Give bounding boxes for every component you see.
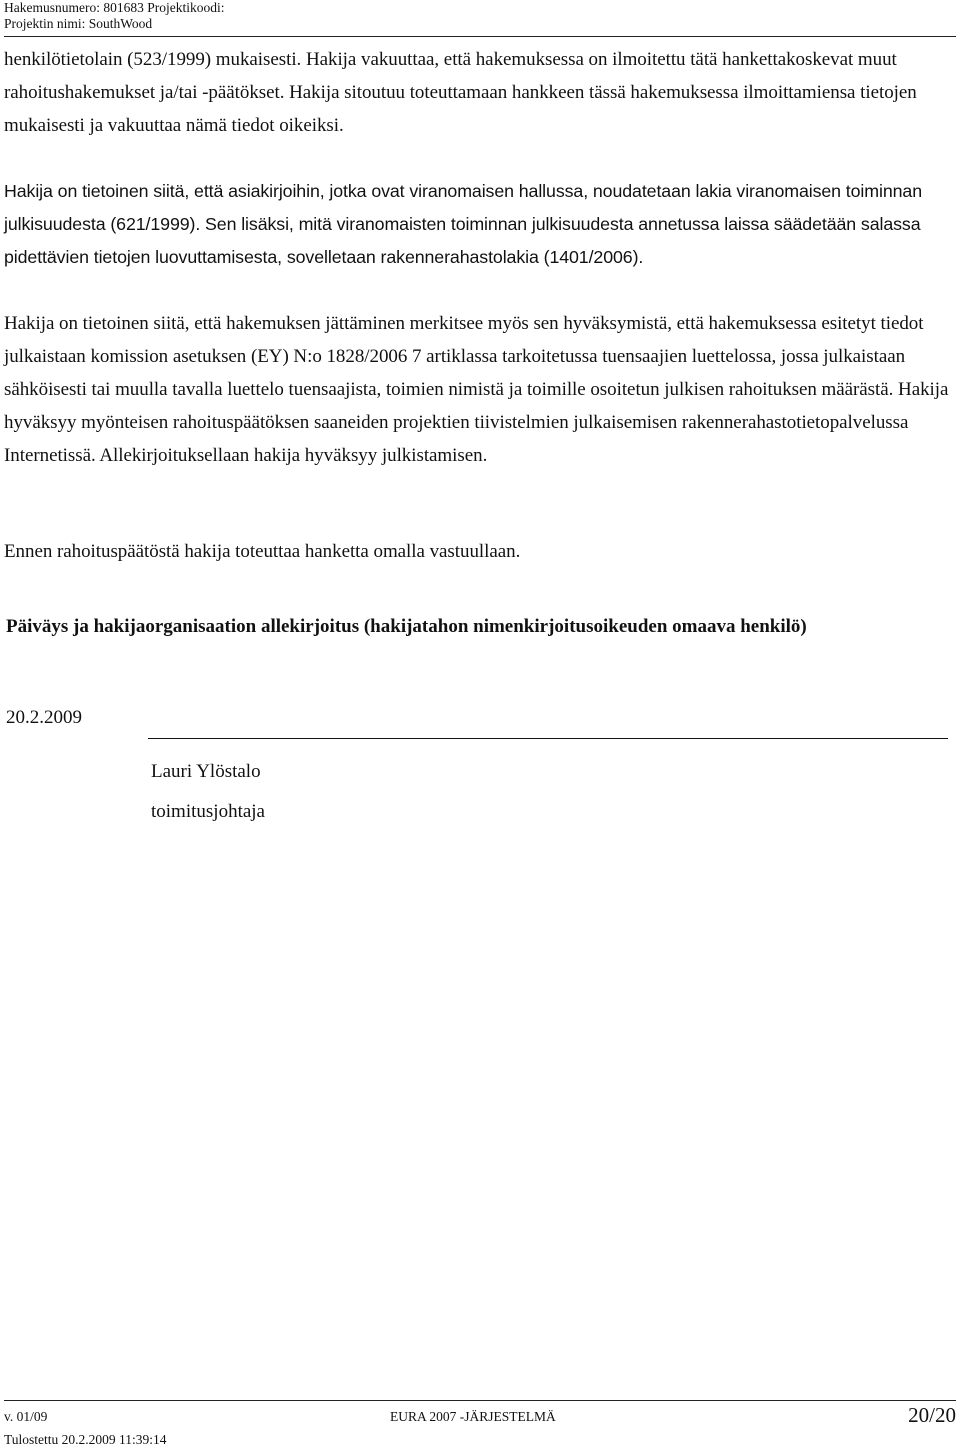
paragraph-publicity-act: Hakija on tietoinen siitä, että asiakirjoihin, jotka ovat viranomaisen hallussa, noudatetaan lakia viranomaisen toiminnan julkisuudesta (621/1999). Sen lisäksi, mitä viranomaisten toiminnan julkisuudesta annetussa laissa säädetään salassa pidettävien tietojen luovuttamisesta, sovelletaan rakennerahastolakia (1401/2006).: [4, 181, 922, 267]
page-header: [4, 0, 956, 37]
form-version: v. 01/09: [4, 1409, 48, 1424]
signer-title: toimitusjohtaja: [151, 801, 265, 822]
page-number: 20/20: [908, 1403, 956, 1427]
signature-date: 20.2.2009: [6, 707, 82, 728]
signer-name: Lauri Ylöstalo: [151, 761, 261, 782]
application-number-line: Hakemusnumero: 801683 Projektikoodi:: [4, 0, 225, 15]
paragraph-publication-consent: Hakija on tietoinen siitä, että hakemuksen jättäminen merkitsee myös sen hyväksymistä, että hakemuksessa esitetyt tiedot julkaistaan komission asetuksen (EY) N:o 1828/2006 7 artiklassa tarkoitetussa tuensaajien luettelossa, jossa julkaistaan sähköisesti tai muulla tavalla luettelo tuensaajista, toimien nimistä ja toimille osoitetun julkisen rahoituksen määrästä. Hakija hyväksyy myönteisen rahoituspäätöksen saaneiden projektien tiivistelmien julkaisemisen rakennerahastotietopalvelussa Internetissä. Allekirjoituksellaan hakija hyväksyy julkistamisen.: [4, 313, 949, 466]
printed-timestamp: Tulostettu 20.2.2009 11:39:14: [4, 1432, 167, 1447]
paragraph-personal-data-act: henkilötietolain (523/1999) mukaisesti. Hakija vakuuttaa, että hakemuksessa on ilmoitettu tätä hankettakoskevat muut rahoitushakemukset ja/tai -päätökset. Hakija sitoutuu toteuttamaan hankkeen tässä hakemuksessa ilmoittamiensa tietojen mukaisesti ja vakuuttaa nämä tiedot oikeiksi.: [4, 49, 917, 136]
signature-line: [148, 738, 948, 739]
signature-heading: Päiväys ja hakijaorganisaation allekirjoitus (hakijatahon nimenkirjoitusoikeuden omaava henkilö): [6, 616, 807, 637]
footer-divider: [4, 1400, 956, 1401]
system-name: EURA 2007 -JÄRJESTELMÄ: [390, 1409, 556, 1424]
paragraph-own-responsibility: Ennen rahoituspäätöstä hakija toteuttaa hanketta omalla vastuullaan.: [4, 541, 521, 562]
project-name-line: Projektin nimi: SouthWood: [4, 16, 153, 31]
